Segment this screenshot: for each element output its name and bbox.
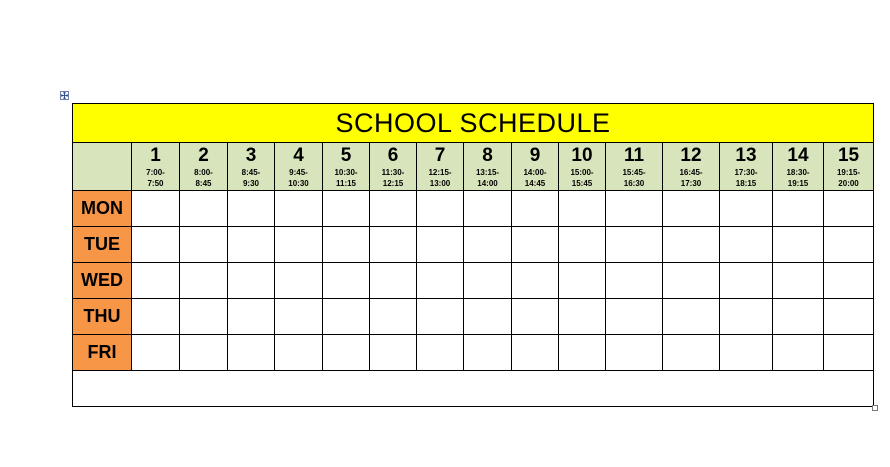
schedule-slot-cell[interactable] (824, 227, 874, 263)
period-header-3[interactable] (228, 143, 275, 191)
schedule-slot-cell[interactable] (464, 335, 512, 371)
schedule-slot-cell[interactable] (512, 299, 559, 335)
period-start-time: 8:00- (194, 168, 213, 177)
schedule-slot-cell[interactable] (132, 299, 180, 335)
period-end-time: 19:15 (787, 179, 809, 188)
period-start-time: 12:15- (428, 168, 452, 177)
period-end-time: 12:15 (382, 179, 404, 188)
period-header-2[interactable] (180, 143, 228, 191)
period-number: 8 (482, 145, 493, 166)
schedule-slot-cell[interactable] (417, 299, 464, 335)
period-end-time: 7:50 (147, 179, 164, 188)
schedule-slot-cell[interactable] (370, 299, 417, 335)
schedule-slot-cell[interactable] (417, 263, 464, 299)
schedule-slot-cell[interactable] (417, 191, 464, 227)
schedule-slot-cell[interactable] (275, 263, 323, 299)
period-number: 10 (571, 145, 593, 166)
schedule-slot-cell[interactable] (512, 227, 559, 263)
table-resize-handle-icon[interactable] (872, 405, 878, 411)
period-start-time: 7:00- (146, 168, 165, 177)
schedule-slot-cell[interactable] (180, 227, 228, 263)
period-header-9[interactable] (512, 143, 559, 191)
schedule-slot-cell[interactable] (228, 335, 275, 371)
period-end-time: 10:30 (288, 179, 309, 188)
schedule-slot-cell[interactable] (512, 263, 559, 299)
schedule-slot-cell[interactable] (132, 191, 180, 227)
schedule-slot-cell[interactable] (663, 335, 720, 371)
period-end-time: 11:15 (335, 179, 357, 188)
period-end-time: 14:00 (477, 179, 498, 188)
schedule-slot-cell[interactable] (275, 191, 323, 227)
period-number: 6 (387, 145, 399, 166)
schedule-slot-cell[interactable] (720, 227, 773, 263)
period-end-time: 13:00 (429, 179, 451, 188)
day-label[interactable]: THU (73, 299, 132, 335)
schedule-title[interactable]: SCHOOL SCHEDULE (73, 104, 874, 143)
schedule-slot-cell[interactable] (180, 191, 228, 227)
schedule-slot-cell[interactable] (663, 263, 720, 299)
schedule-slot-cell[interactable] (606, 191, 663, 227)
period-number: 13 (735, 145, 757, 166)
schedule-slot-cell[interactable] (559, 335, 606, 371)
schedule-slot-cell[interactable] (323, 335, 370, 371)
schedule-slot-cell[interactable] (824, 263, 874, 299)
period-start-time: 10:30- (334, 168, 358, 177)
day-row-mon (73, 191, 874, 227)
period-start-time: 8:45- (241, 168, 261, 177)
schedule-slot-cell[interactable] (370, 191, 417, 227)
period-end-time: 9:30 (242, 179, 259, 188)
period-number: 15 (837, 145, 860, 166)
schedule-slot-cell[interactable] (512, 191, 559, 227)
footer-note-cell[interactable] (73, 371, 874, 407)
day-label[interactable]: WED (73, 263, 132, 299)
schedule-slot-cell[interactable] (370, 335, 417, 371)
day-row-fri (73, 335, 874, 371)
schedule-slot-cell[interactable] (559, 299, 606, 335)
period-number: 1 (150, 145, 161, 166)
schedule-slot-cell[interactable] (606, 335, 663, 371)
period-number: 5 (340, 145, 352, 166)
school-schedule-table (72, 103, 874, 407)
period-header-row (73, 143, 874, 191)
schedule-slot-cell[interactable] (464, 227, 512, 263)
schedule-slot-cell[interactable] (606, 227, 663, 263)
period-number: 4 (293, 145, 304, 166)
period-end-time: 8:45 (195, 179, 212, 188)
period-end-time: 14:45 (524, 179, 546, 188)
day-row-thu (73, 299, 874, 335)
schedule-slot-cell[interactable] (559, 191, 606, 227)
schedule-slot-cell[interactable] (417, 335, 464, 371)
schedule-slot-cell[interactable] (180, 299, 228, 335)
period-number: 12 (680, 145, 702, 166)
period-start-time: 11:30- (381, 168, 405, 177)
schedule-slot-cell[interactable] (773, 263, 824, 299)
period-end-time: 16:30 (623, 179, 645, 188)
period-header-8[interactable] (464, 143, 512, 191)
period-start-time: 19:15- (836, 168, 861, 177)
schedule-slot-cell[interactable] (323, 191, 370, 227)
schedule-slot-cell[interactable] (559, 227, 606, 263)
period-end-time: 20:00 (838, 179, 859, 188)
period-header-1[interactable] (132, 143, 180, 191)
schedule-slot-cell[interactable] (228, 263, 275, 299)
period-start-time: 14:00- (523, 168, 547, 177)
schedule-slot-cell[interactable] (663, 227, 720, 263)
period-header-14[interactable] (773, 143, 824, 191)
schedule-slot-cell[interactable] (323, 299, 370, 335)
schedule-slot-cell[interactable] (323, 263, 370, 299)
schedule-slot-cell[interactable] (606, 299, 663, 335)
schedule-slot-cell[interactable] (559, 263, 606, 299)
corner-cell[interactable] (73, 143, 132, 191)
schedule-slot-cell[interactable] (180, 335, 228, 371)
schedule-slot-cell[interactable] (132, 263, 180, 299)
schedule-slot-cell[interactable] (228, 227, 275, 263)
schedule-slot-cell[interactable] (773, 299, 824, 335)
schedule-slot-cell[interactable] (275, 227, 323, 263)
period-start-time: 9:45- (289, 168, 308, 177)
period-header-11[interactable] (606, 143, 663, 191)
schedule-slot-cell[interactable] (323, 227, 370, 263)
schedule-slot-cell[interactable] (663, 299, 720, 335)
period-start-time: 16:45- (679, 168, 703, 177)
schedule-slot-cell[interactable] (370, 227, 417, 263)
period-end-time: 15:45 (571, 179, 593, 188)
schedule-slot-cell[interactable] (773, 335, 824, 371)
schedule-slot-cell[interactable] (720, 299, 773, 335)
period-number: 7 (434, 145, 446, 166)
schedule-slot-cell[interactable] (824, 191, 874, 227)
period-header-5[interactable] (323, 143, 370, 191)
period-header-6[interactable] (370, 143, 417, 191)
schedule-slot-cell[interactable] (275, 299, 323, 335)
period-start-time: 13:15- (475, 168, 500, 177)
period-start-time: 15:45- (622, 168, 646, 177)
schedule-slot-cell[interactable] (773, 191, 824, 227)
schedule-slot-cell[interactable] (720, 335, 773, 371)
day-label[interactable]: MON (73, 191, 132, 227)
schedule-slot-cell[interactable] (370, 263, 417, 299)
schedule-slot-cell[interactable] (228, 191, 275, 227)
day-row-tue (73, 227, 874, 263)
period-end-time: 17:30 (680, 179, 702, 188)
period-start-time: 15:00- (570, 168, 594, 177)
period-header-12[interactable] (663, 143, 720, 191)
period-end-time: 18:15 (735, 179, 757, 188)
schedule-slot-cell[interactable] (720, 191, 773, 227)
period-start-time: 17:30- (734, 168, 758, 177)
schedule-slot-cell[interactable] (720, 263, 773, 299)
schedule-slot-cell[interactable] (464, 191, 512, 227)
period-header-15[interactable] (824, 143, 874, 191)
period-number: 3 (245, 145, 257, 166)
period-header-4[interactable] (275, 143, 323, 191)
schedule-slot-cell[interactable] (275, 335, 323, 371)
period-number: 11 (623, 145, 645, 166)
period-start-time: 18:30- (786, 168, 810, 177)
schedule-slot-cell[interactable] (464, 263, 512, 299)
period-header-10[interactable] (559, 143, 606, 191)
period-number: 9 (529, 145, 541, 166)
schedule-slot-cell[interactable] (132, 335, 180, 371)
schedule-slot-cell[interactable] (606, 263, 663, 299)
schedule-slot-cell[interactable] (228, 299, 275, 335)
schedule-slot-cell[interactable] (464, 299, 512, 335)
period-number: 14 (787, 145, 809, 166)
title-row (73, 104, 874, 143)
schedule-slot-cell[interactable] (180, 263, 228, 299)
schedule-slot-cell[interactable] (824, 299, 874, 335)
schedule-slot-cell[interactable] (773, 227, 824, 263)
period-header-13[interactable] (720, 143, 773, 191)
schedule-slot-cell[interactable] (417, 227, 464, 263)
schedule-slot-cell[interactable] (663, 191, 720, 227)
schedule-slot-cell[interactable] (132, 227, 180, 263)
day-row-wed (73, 263, 874, 299)
table-move-handle-icon[interactable] (60, 91, 69, 100)
schedule-slot-cell[interactable] (512, 335, 559, 371)
day-label[interactable]: TUE (73, 227, 132, 263)
footer-row (73, 371, 874, 407)
day-label[interactable]: FRI (73, 335, 132, 371)
period-number: 2 (198, 145, 209, 166)
schedule-slot-cell[interactable] (824, 335, 874, 371)
period-header-7[interactable] (417, 143, 464, 191)
